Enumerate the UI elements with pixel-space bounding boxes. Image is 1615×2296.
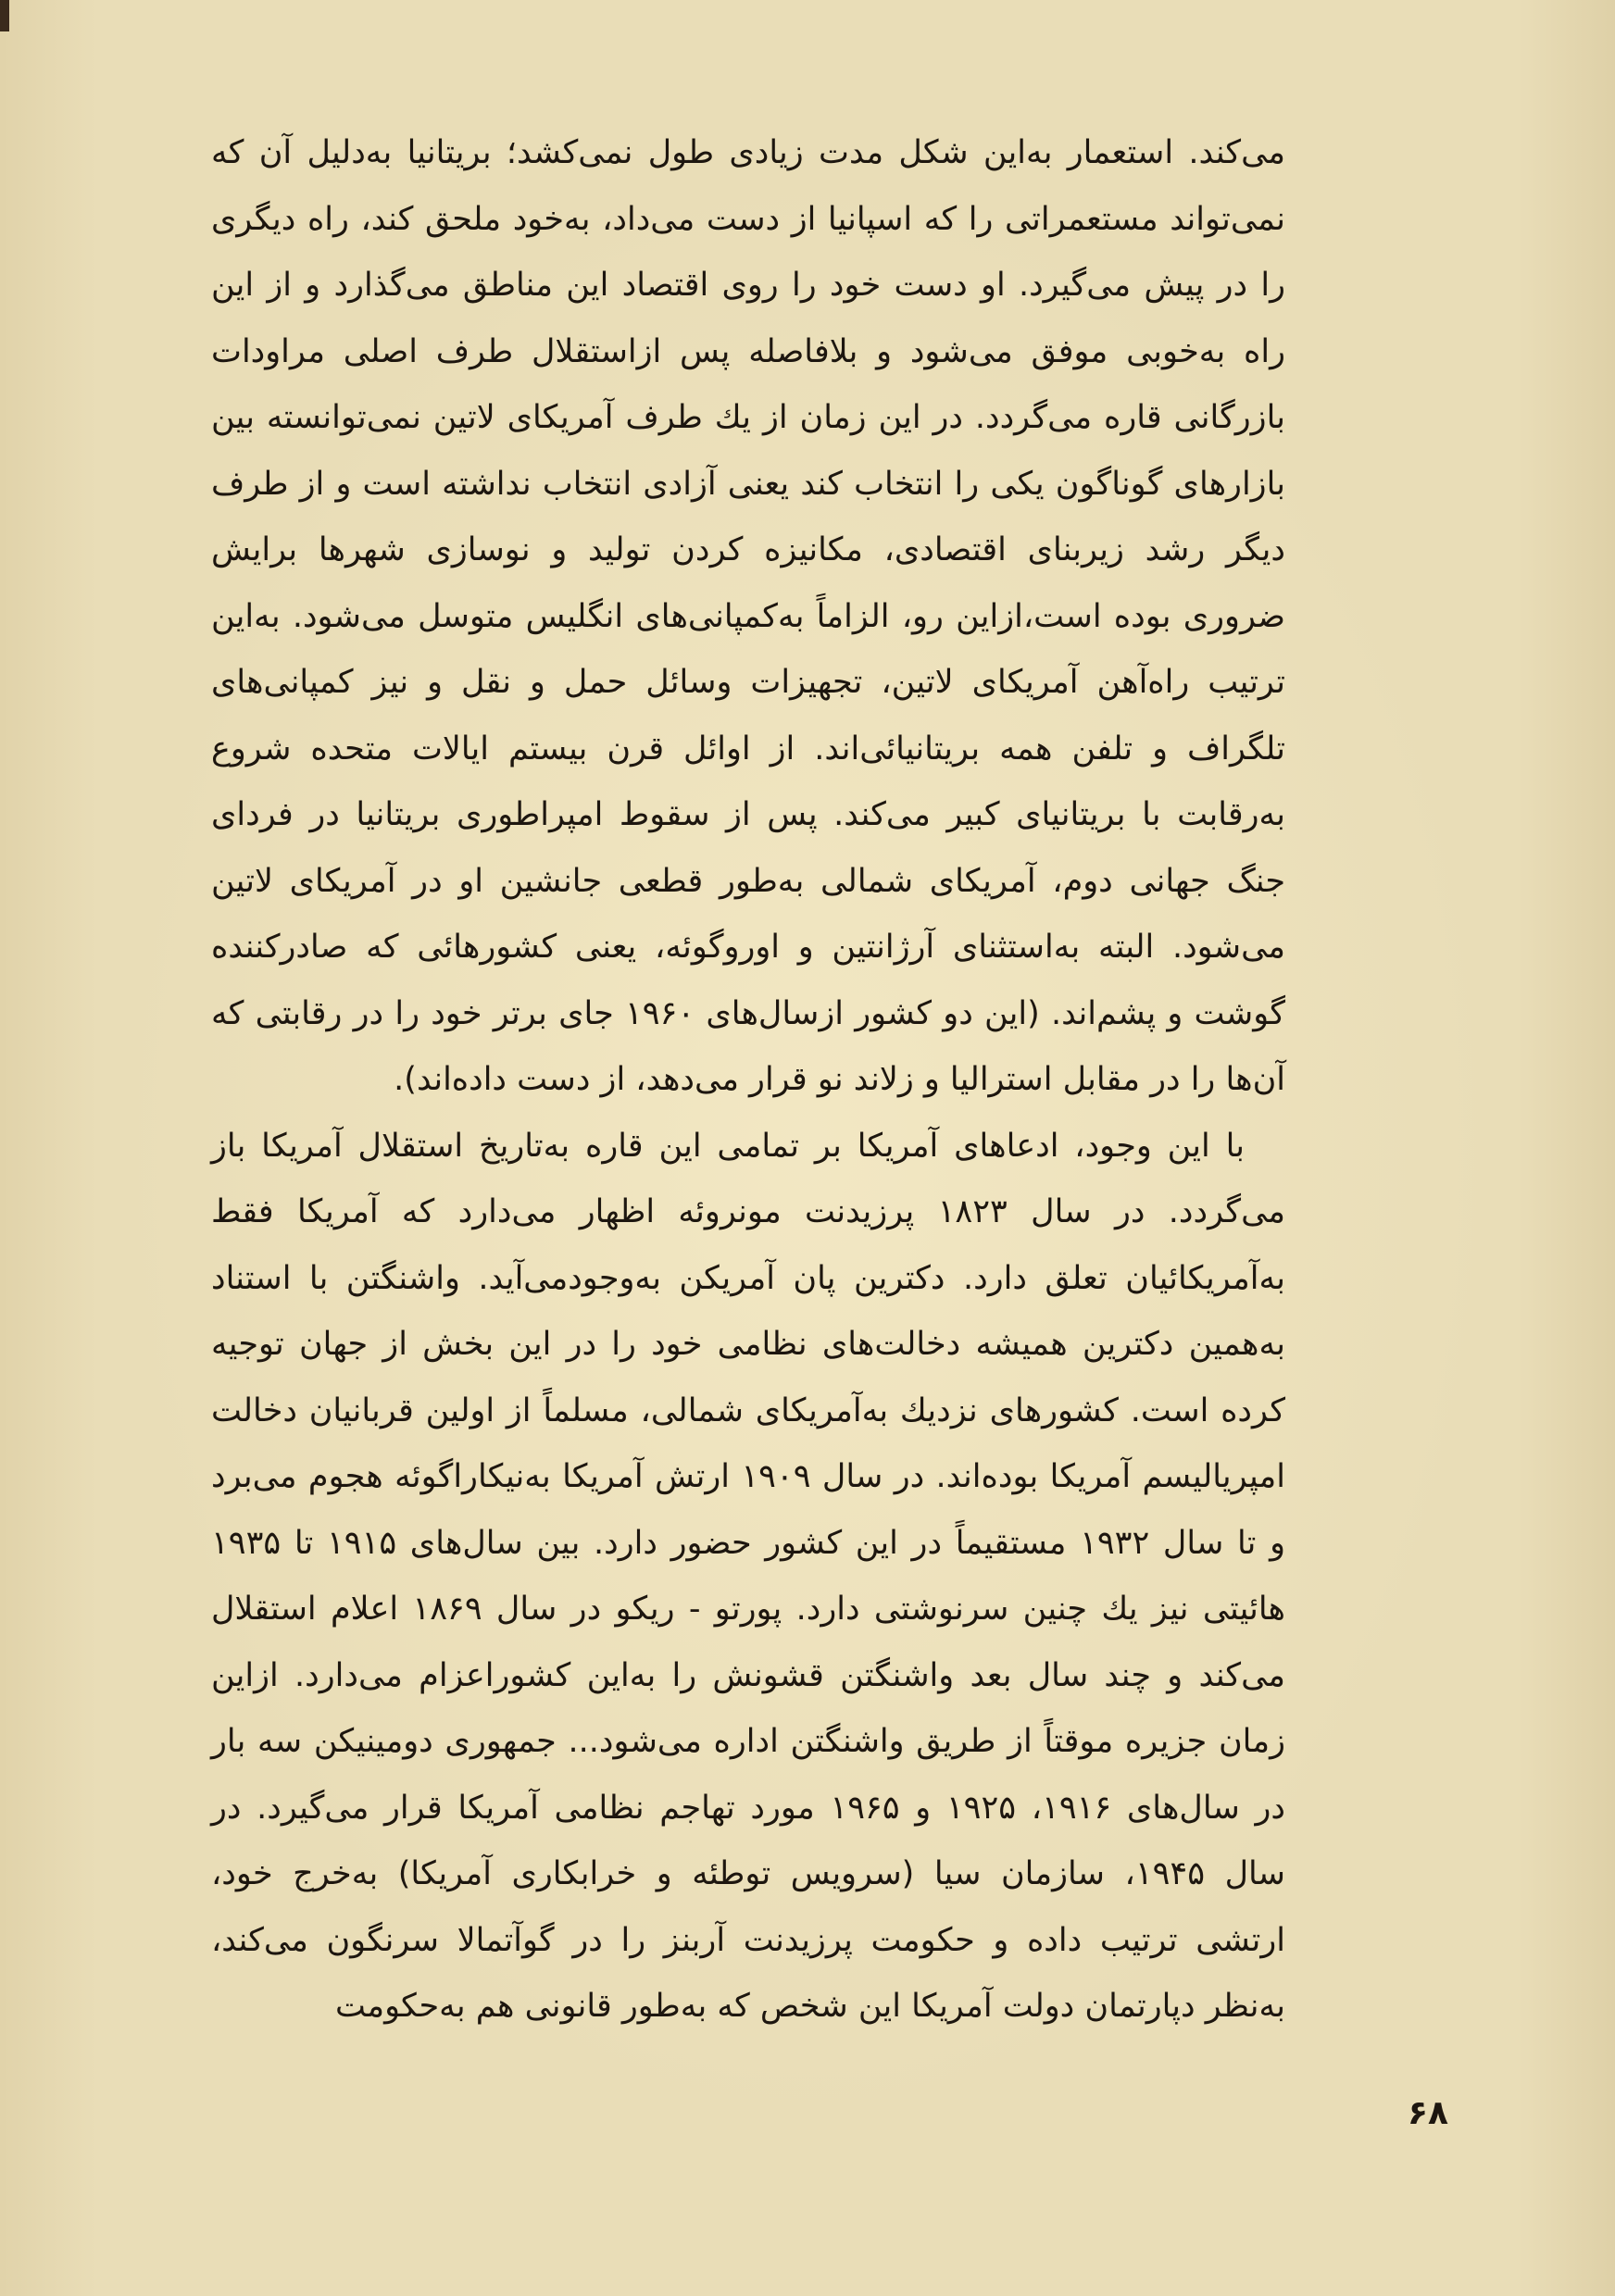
scan-edge-mark: [0, 0, 9, 31]
body-text: [211, 120, 1285, 2040]
page-number: ۶۸: [1408, 2094, 1448, 2132]
paragraph-2: با این وجود، ادعاهای آمریکا بر تمامی این قاره به‌تاریخ استقلال آمریکا باز می‌گردد. در سال ۱۸۲۳ پرزیدنت مونروئه اظهار می‌دارد که آمریکا فقط به‌آمریکائیان تعلق دارد. دکترین پان آمریکن به‌وجودمی‌آید. واشنگتن با استناد به‌همین دکترین همیشه دخالت‌های نظامی خود را در این بخش از جهان توجیه کرده است. کشورهای نزدیك به‌آمریکای شمالی، مسلماً از اولین قربانیان دخالت امپریالیسم آمریکا بوده‌اند. در سال ۱۹۰۹ ارتش آمریکا به‌نیکاراگوئه هجوم می‌برد و تا سال ۱۹۳۲ مستقیماً در این کشور حضور دارد. بین سال‌های ۱۹۱۵ تا ۱۹۳۵ هائیتی نیز یك چنین سرنوشتی دارد. پورتو - ریکو در سال ۱۸۶۹ اعلام استقلال می‌کند و چند سال بعد واشنگتن قشونش را به‌این کشوراعزام می‌دارد. ازاین زمان جزیره موقتاً از طریق واشنگتن اداره می‌شود... جمهوری دومینیکن سه بار در سال‌های ۱۹۱۶، ۱۹۲۵ و ۱۹۶۵ مورد تهاجم نظامی آمریکا قرار می‌گیرد. در سال ۱۹۴۵، سازمان سیا (سرویس توطئه و خرابکاری آمریکا) به‌خرج خود، ارتشی ترتیب داده و حکومت پرزیدنت آربنز را در گوآتمالا سرنگون می‌کند، به‌نظر دپارتمان دولت آمریکا این شخص که به‌طور قانونی هم به‌حکومت: [211, 1127, 1286, 2025]
paragraph-1: می‌کند. استعمار به‌این شکل مدت زیادی طول نمی‌کشد؛ بریتانیا به‌دلیل آن که نمی‌تواند مستعمراتی را که اسپانیا از دست می‌داد، به‌خود ملحق کند، راه دیگری را در پیش می‌گیرد. او دست خود را روی اقتصاد این مناطق می‌گذارد و از این راه به‌خوبی موفق می‌شود و بلافاصله پس ازاستقلال طرف اصلی مراودات بازرگانی قاره می‌گردد. در این زمان از یك طرف آمریکای لاتین نمی‌توانسته بین بازارهای گوناگون یکی را انتخاب کند یعنی آزادی انتخاب نداشته است و از طرف دیگر رشد زیربنای اقتصادی، مکانیزه کردن تولید و نوسازی شهرها برایش ضروری بوده است،ازاین رو، الزاماً به‌کمپانی‌های انگلیس متوسل می‌شود. به‌این ترتیب راه‌آهن آمریکای لاتین، تجهیزات وسائل حمل و نقل و نیز کمپانی‌های تلگراف و تلفن همه بریتانیائی‌اند. از اوائل قرن بیستم ایالات متحده شروع به‌رقابت با بریتانیای کبیر می‌کند. پس از سقوط امپراطوری بریتانیا در فردای جنگ جهانی دوم، آمریکای شمالی به‌طور قطعی جانشین او در آمریکای لاتین می‌شود. البته به‌استثنای آرژانتین و اوروگوئه، یعنی کشورهائی که صادرکننده گوشت و پشم‌اند. (این دو کشور ازسال‌های ۱۹۶۰ جای برتر خود را در رقابتی که آن‌ها را در مقابل استرالیا و زلاند نو قرار می‌دهد، از دست داده‌اند).: [211, 134, 1285, 1098]
